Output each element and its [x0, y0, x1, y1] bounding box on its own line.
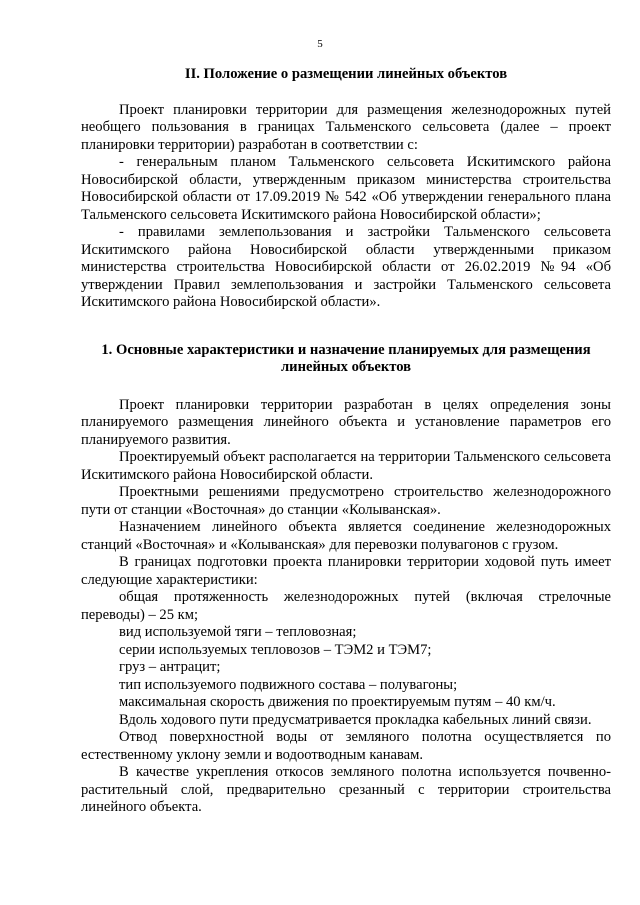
paragraph: - генеральным планом Тальменского сельсовета Искитимского района Новосибирской области, утвержденным приказом министерства строительства Новосибирской области от 17.09.2019 № 542 «Об утверждении генерального плана Тальменского сельсовета Искитимского района Новосибирской области»;	[81, 154, 611, 223]
section-1-title: 1. Основные характеристики и назначение планируемых для размещения линейных объектов	[101, 341, 591, 375]
list-item: серии используемых тепловозов – ТЭМ2 и ТЭМ7;	[119, 641, 432, 658]
paragraph: В границах подготовки проекта планировки территории ходовой путь имеет следующие характеристики:	[81, 554, 611, 588]
list-item: максимальная скорость движения по проектируемым путям – 40 км/ч.	[119, 694, 556, 710]
list-item: вид используемой тяги – тепловозная;	[119, 624, 357, 640]
paragraph: Проектными решениями предусмотрено строительство железнодорожного пути от станции «Восточная» до станции «Колыванская».	[81, 484, 611, 518]
paragraph: - правилами землепользования и застройки Тальменского сельсовета Искитимского района Новосибирской области утвержденными приказом министерства строительства Новосибирской области от 26.02.2019 №94 «Об утверждении Правил землепользования и застройки Тальменского сельсовета Искитимского района Новосибирской области».	[81, 224, 611, 310]
paragraph: Вдоль ходового пути предусматривается прокладка кабельных линий связи.	[119, 711, 592, 728]
paragraph: Назначением линейного объекта является соединение железнодорожных станций «Восточная» и «Колыванская» для перевозки полувагонов с грузом.	[81, 519, 611, 553]
paragraph: В качестве укрепления откосов земляного полотна используется почвенно-растительный слой, предварительно срезанный с территории строительства линейного объекта.	[81, 764, 611, 815]
paragraph: Проект планировки территории разработан в целях определения зоны планируемого размещения линейного объекта и установление параметров его планируемого развития.	[81, 396, 611, 448]
list-item: тип используемого подвижного состава – полувагоны;	[119, 676, 458, 693]
paragraph: Проектируемый объект располагается на территории Тальменского сельсовета Искитимского района Новосибирской области.	[81, 449, 611, 483]
list-item: груз – антрацит;	[119, 659, 221, 675]
page-number: 5	[317, 38, 323, 50]
paragraph: Проект планировки территории для размещения железнодорожных путей необщего пользования в границах Тальменского сельсовета (далее – проект планировки территории) разработан в соответствии с:	[81, 101, 611, 153]
paragraph: Отвод поверхностной воды от земляного полотна осуществляется по естественному уклону земли и водоотводным канавам.	[81, 729, 611, 763]
document-body	[81, 66, 611, 817]
section-ii-title: II. Положение о размещении линейных объектов	[184, 66, 508, 82]
list-item: общая протяженность железнодорожных путей (включая стрелочные переводы) – 25 км;	[81, 589, 611, 623]
